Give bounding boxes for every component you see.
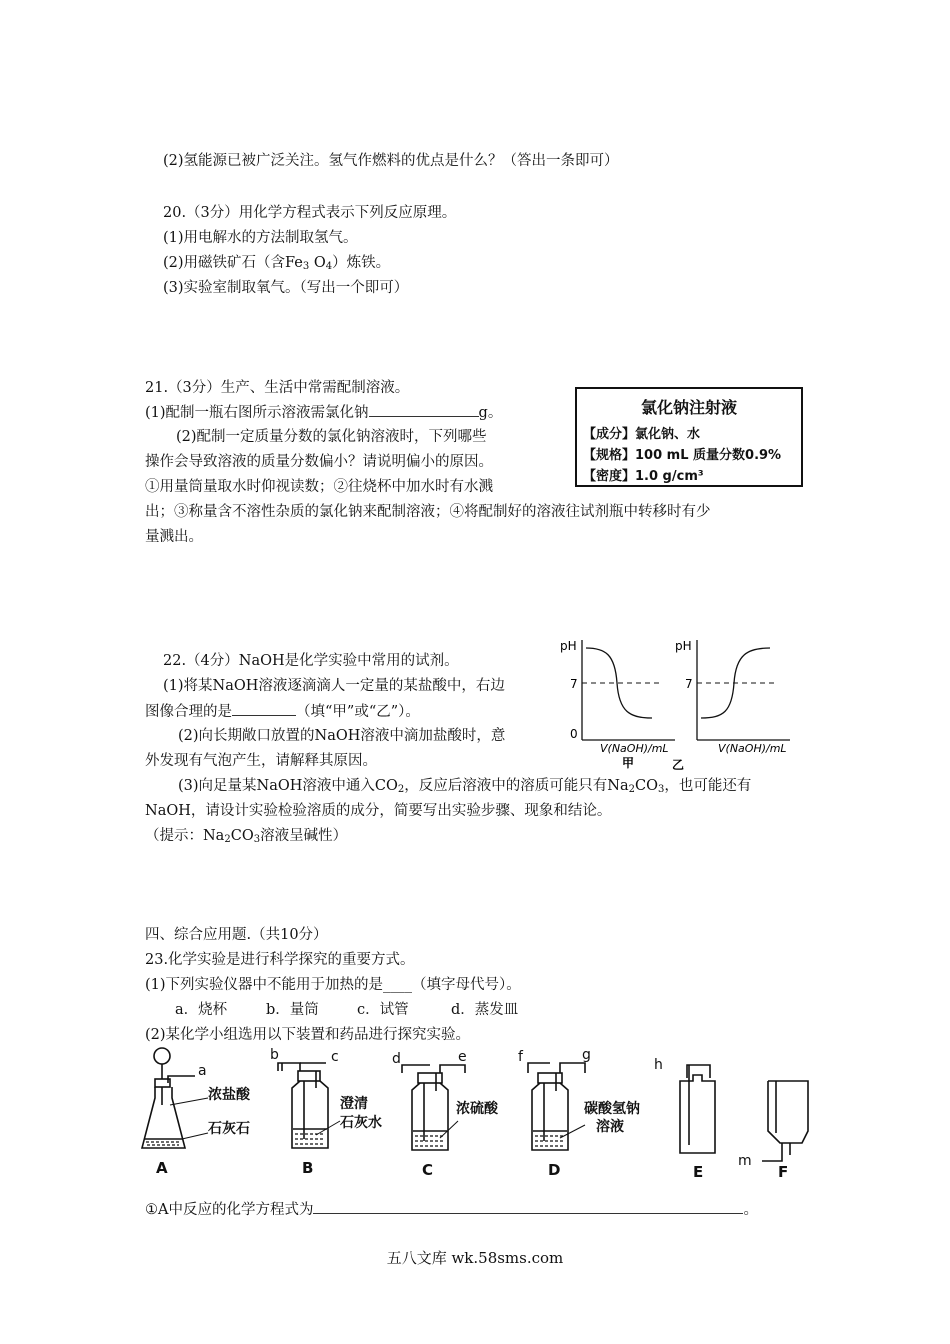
- answer-blank[interactable]: [369, 402, 479, 417]
- apparatus-figure: [140, 1043, 840, 1188]
- label-nahco3-1: 碳酸氢钠: [584, 1101, 640, 1117]
- graph-jia: [560, 639, 675, 770]
- label-a: a: [198, 1063, 207, 1079]
- q22-part3-line1: (3)向足量某NaOH溶液中通入$CO_2$，反应后溶液中的溶质可能只有$Na_2CO_3$，也可能还有: [178, 778, 752, 795]
- apparatus-name-e: E: [693, 1163, 704, 1181]
- name-yi: 乙: [672, 758, 685, 772]
- q23-option-a: a．烧杯: [175, 1002, 228, 1018]
- q23-part1: (1)下列实验仪器中不能用于加热的是____（填字母代号）。: [145, 977, 521, 993]
- seven-yi: 7: [685, 677, 693, 691]
- label-lime-water-2: 石灰水: [340, 1115, 382, 1131]
- ylabel-yi: pH: [675, 639, 692, 653]
- injection-label-row3: 【密度】1.0 g/cm³: [583, 469, 704, 484]
- q22-hint: （提示：$Na_2CO_3$溶液呈碱性）: [145, 828, 348, 845]
- q20-part2: (2)用磁铁矿石（含$Fe_3$ $O_4$）炼铁。: [163, 255, 391, 272]
- label-m: m: [738, 1153, 752, 1169]
- q22-part2-line1: (2)向长期敞口放置的NaOH溶液中滴加盐酸时，意: [178, 728, 506, 744]
- apparatus-e: [680, 1065, 715, 1153]
- footer-watermark: 五八文库 wk.58sms.com: [386, 1249, 564, 1267]
- label-conc-h2so4: 浓硫酸: [456, 1101, 498, 1117]
- apparatus-f: [762, 1081, 808, 1161]
- injection-label-title: 氯化钠注射液: [640, 398, 737, 417]
- apparatus-name-a: A: [156, 1159, 168, 1177]
- q22-title: 22.（4分）NaOH是化学实验中常用的试剂。: [163, 653, 459, 669]
- q21-part2-line3: ①用量筒量取水时仰视读数；②往烧杯中加水时有水溅: [145, 479, 493, 495]
- q23-option-b: b．量筒: [266, 1002, 319, 1018]
- q23-option-d: d．蒸发皿: [451, 1002, 519, 1018]
- label-g: g: [582, 1047, 591, 1063]
- q21-part2-line2: 操作会导致溶液的质量分数偏小？请说明偏小的原因。: [145, 454, 493, 470]
- label-limestone: 石灰石: [208, 1121, 250, 1137]
- answer-blank[interactable]: [313, 1199, 743, 1214]
- q22-part3-line2: NaOH，请设计实验检验溶质的成分，简要写出实验步骤、现象和结论。: [145, 803, 612, 819]
- q21-part2-line5: 量溅出。: [145, 529, 203, 545]
- label-lime-water-1: 澄清: [340, 1096, 368, 1112]
- q21-part2-line1: (2)配制一定质量分数的氯化钠溶液时，下列哪些: [176, 429, 487, 445]
- label-conc-hcl: 浓盐酸: [208, 1087, 250, 1103]
- q23-sub1: ①A中反应的化学方程式为 。: [145, 1199, 758, 1220]
- label-d: d: [392, 1051, 401, 1067]
- label-f: f: [518, 1049, 523, 1065]
- q20-part3: (3)实验室制取氧气。（写出一个即可）: [163, 280, 409, 296]
- xlabel-yi: V(NaOH)/mL: [718, 742, 787, 755]
- injection-label-row1: 【成分】氯化钠、水: [583, 427, 701, 442]
- injection-label-box: [575, 387, 803, 487]
- q22-part2-line2: 外发现有气泡产生，请解释其原因。: [145, 753, 377, 769]
- apparatus-name-f: F: [778, 1163, 789, 1181]
- zero-jia: 0: [570, 727, 578, 741]
- name-jia: 甲: [622, 756, 635, 770]
- answer-blank[interactable]: [232, 701, 296, 716]
- apparatus-name-b: B: [302, 1159, 314, 1177]
- ph-graphs: [560, 632, 810, 772]
- section4-title: 四、综合应用题.（共10分）: [145, 927, 328, 943]
- q22-part1-line1: (1)将某NaOH溶液逐滴滴人一定量的某盐酸中，右边: [163, 678, 505, 694]
- label-nahco3-2: 溶液: [596, 1119, 624, 1135]
- apparatus-name-d: D: [548, 1161, 561, 1179]
- label-b: b: [270, 1047, 279, 1063]
- q21-title: 21.（3分）生产、生活中常需配制溶液。: [145, 380, 410, 396]
- seven-jia: 7: [570, 677, 578, 691]
- q22-part1-line2: 图像合理的是 （填“甲”或“乙”）。: [145, 701, 420, 722]
- ylabel-jia: pH: [560, 639, 577, 653]
- graph-yi: [672, 639, 790, 772]
- apparatus-name-c: C: [422, 1161, 434, 1179]
- label-h: h: [654, 1057, 663, 1073]
- q23-part2: (2)某化学小组选用以下装置和药品进行探究实验。: [145, 1027, 471, 1043]
- label-c: c: [331, 1049, 339, 1065]
- q23-title: 23.化学实验是进行科学探究的重要方式。: [145, 952, 415, 968]
- xlabel-jia: V(NaOH)/mL: [600, 742, 669, 755]
- injection-label-row2: 【规格】100 mL 质量分数0.9%: [583, 448, 782, 463]
- label-e: e: [458, 1049, 467, 1065]
- q20-part1: (1)用电解水的方法制取氢气。: [163, 230, 358, 246]
- q23-option-c: c．试管: [357, 1002, 409, 1018]
- q21-part2-line4: 出；③称量含不溶性杂质的氯化钠来配制溶液；④将配制好的溶液往试剂瓶中转移时有少: [145, 504, 711, 520]
- q20-title: 20.（3分）用化学方程式表示下列反应原理。: [163, 205, 457, 221]
- apparatus-a: [142, 1048, 195, 1148]
- q19-part2: (2)氢能源已被广泛关注。氢气作燃料的优点是什么？（答出一条即可）: [163, 153, 619, 169]
- apparatus-b: [278, 1063, 328, 1148]
- apparatus-d: [528, 1063, 585, 1150]
- q21-part1: (1)配制一瓶右图所示溶液需氯化钠 g。: [145, 402, 502, 423]
